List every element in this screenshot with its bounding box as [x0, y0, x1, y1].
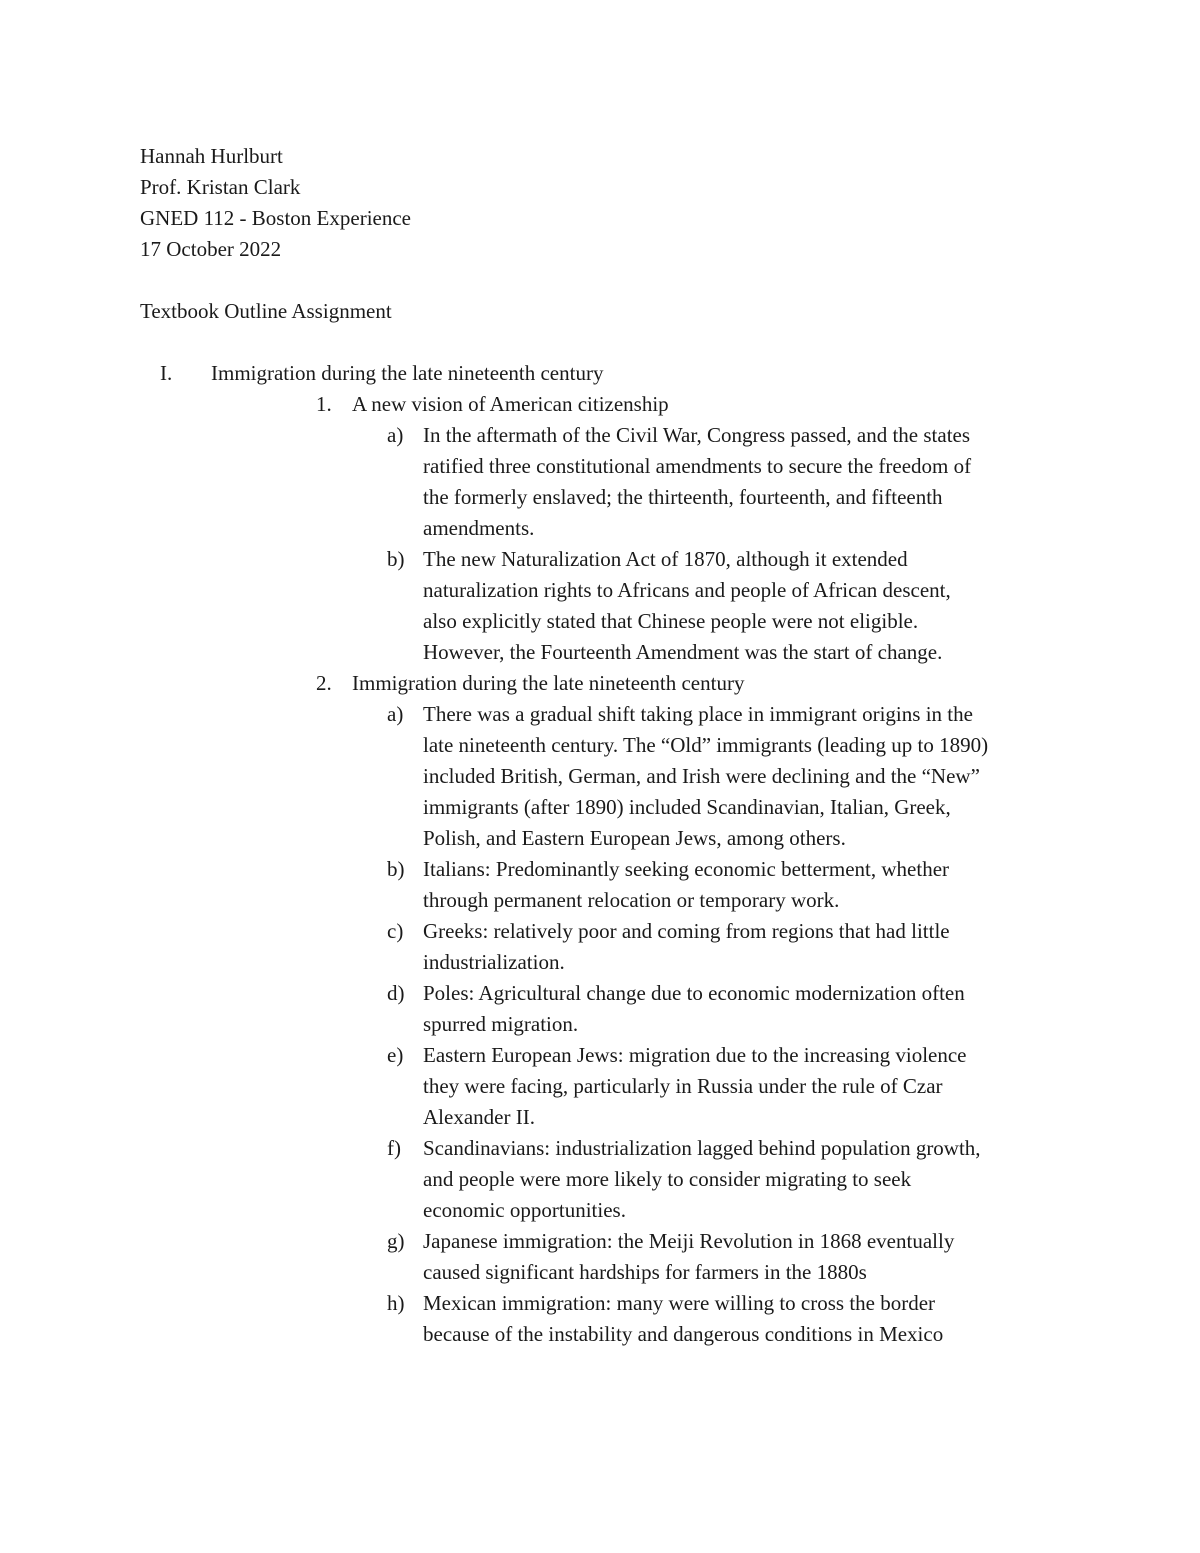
outline-section-heading	[0, 668, 1200, 699]
outline-item-marker: g)	[387, 1229, 405, 1253]
outline-item-text	[423, 420, 1063, 544]
outline-item-line: spurred migration.	[423, 1012, 579, 1036]
outline-list-item	[0, 916, 1200, 978]
outline-section-heading-text: Immigration during the late nineteenth century	[352, 671, 745, 695]
outline-item-marker: a)	[387, 702, 404, 726]
outline-item-line: economic opportunities.	[423, 1198, 626, 1222]
outline-item-marker: f)	[387, 1136, 401, 1160]
outline-item-line: amendments.	[423, 516, 535, 540]
outline-list-item	[0, 420, 1200, 544]
outline-item-line: industrialization.	[423, 950, 565, 974]
outline-list-item	[0, 699, 1200, 854]
outline-item-text	[423, 916, 1063, 978]
outline-item-text	[423, 978, 1063, 1040]
outline-item-line: included British, German, and Irish were declining and the “New”	[423, 764, 980, 788]
outline-list-item	[0, 854, 1200, 916]
outline-section-heading	[0, 389, 1200, 420]
outline-item-line: through permanent relocation or temporary work.	[423, 888, 840, 912]
outline-item-line: and people were more likely to consider migrating to seek	[423, 1167, 912, 1191]
outline-item-marker: b)	[387, 547, 405, 571]
outline-item-line: In the aftermath of the Civil War, Congress passed, and the states	[423, 423, 971, 447]
outline-item-text	[423, 544, 1063, 668]
outline-item-line: also explicitly stated that Chinese people were not eligible.	[423, 609, 919, 633]
outline-item-line: There was a gradual shift taking place in immigrant origins in the	[423, 702, 973, 726]
outline-item-line: because of the instability and dangerous conditions in Mexico	[423, 1322, 944, 1346]
outline-item-marker: b)	[387, 857, 405, 881]
course-name: GNED 112 - Boston Experience	[140, 206, 411, 230]
outline-list-item	[0, 1288, 1200, 1350]
outline-item-line: Polish, and Eastern European Jews, among others.	[423, 826, 846, 850]
outline-marker: I.	[160, 361, 173, 385]
outline-item-line: Japanese immigration: the Meiji Revolution in 1868 eventually	[423, 1229, 955, 1253]
outline-item-marker: a)	[387, 423, 404, 447]
professor-name: Prof. Kristan Clark	[140, 175, 301, 199]
outline-item-line: Italians: Predominantly seeking economic betterment, whether	[423, 857, 950, 881]
outline-heading-text: Immigration during the late nineteenth century	[211, 361, 604, 385]
outline-list-item	[0, 544, 1200, 668]
outline-item-line: However, the Fourteenth Amendment was the start of change.	[423, 640, 943, 664]
outline-item-text	[423, 1133, 1063, 1226]
document-date: 17 October 2022	[140, 237, 282, 261]
outline-item-marker: c)	[387, 919, 404, 943]
outline-item-line: Alexander II.	[423, 1105, 535, 1129]
outline-section-heading-text: A new vision of American citizenship	[352, 392, 669, 416]
outline-list-item	[0, 1133, 1200, 1226]
outline-item-text	[423, 1288, 1063, 1350]
document-title: Textbook Outline Assignment	[140, 299, 392, 323]
outline-item-text	[423, 1040, 1063, 1133]
outline-item-line: the formerly enslaved; the thirteenth, fourteenth, and fifteenth	[423, 485, 943, 509]
outline-item-marker: e)	[387, 1043, 404, 1067]
outline-item-line: Eastern European Jews: migration due to the increasing violence	[423, 1043, 967, 1067]
outline-list-item	[0, 1226, 1200, 1288]
outline-item-marker: d)	[387, 981, 405, 1005]
outline-item-line: Scandinavians: industrialization lagged behind population growth,	[423, 1136, 981, 1160]
outline-item-text	[423, 854, 1063, 916]
outline-item-line: The new Naturalization Act of 1870, although it extended	[423, 547, 908, 571]
document-header	[140, 141, 840, 265]
outline-item-line: naturalization rights to Africans and people of African descent,	[423, 578, 951, 602]
outline-list-item	[0, 1040, 1200, 1133]
outline-item-line: Greeks: relatively poor and coming from regions that had little	[423, 919, 950, 943]
outline-item-text	[423, 1226, 1063, 1288]
outline-section-marker: 1.	[316, 392, 332, 416]
outline-item-line: caused significant hardships for farmers in the 1880s	[423, 1260, 867, 1284]
outline-item-line: Poles: Agricultural change due to economic modernization often	[423, 981, 965, 1005]
outline-item-line: they were facing, particularly in Russia under the rule of Czar	[423, 1074, 943, 1098]
outline-item-marker: h)	[387, 1291, 405, 1315]
outline-level1-heading	[0, 358, 1200, 389]
outline-list-item	[0, 978, 1200, 1040]
outline-item-text	[423, 699, 1063, 854]
outline-item-line: Mexican immigration: many were willing to cross the border	[423, 1291, 936, 1315]
outline-item-line: ratified three constitutional amendments to secure the freedom of	[423, 454, 972, 478]
outline-item-line: late nineteenth century. The “Old” immigrants (leading up to 1890)	[423, 733, 989, 757]
author-name: Hannah Hurlburt	[140, 144, 283, 168]
outline-section-marker: 2.	[316, 671, 332, 695]
outline-item-line: immigrants (after 1890) included Scandinavian, Italian, Greek,	[423, 795, 951, 819]
outline	[0, 358, 1200, 1350]
outline-sections	[0, 389, 1200, 1350]
